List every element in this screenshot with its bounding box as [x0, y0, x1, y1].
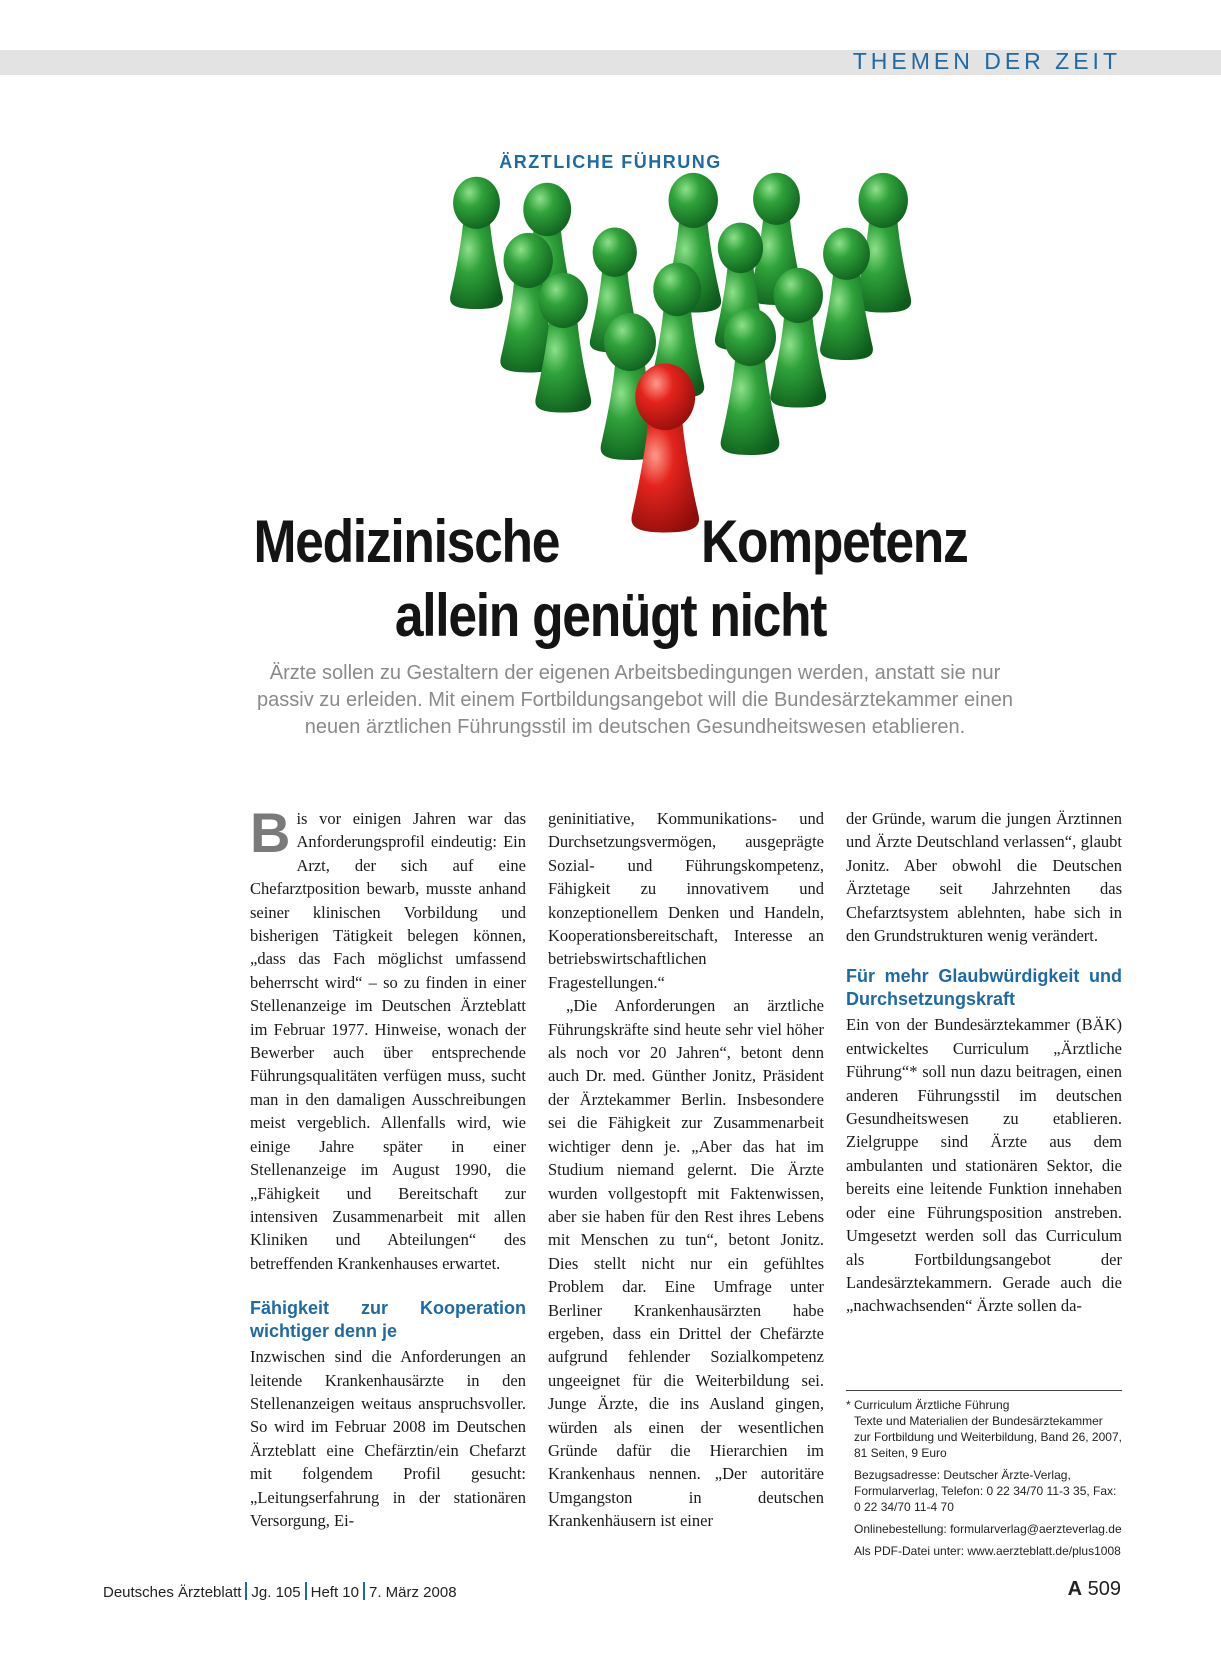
paragraph: Ein von der Bundesärztekammer (BÄK) entwickeltes Curriculum „Ärztliche Führung“* soll nun dazu beitragen, einen anderen Führungsstil im deutschen Gesundheitswesen zu etablieren. Zielgruppe sind Ärzte aus dem ambulanten und stationären Sektor, die bereits eine leitende Funktion innehaben oder eine Führungsposition anstreben. Umgesetzt werden soll das Curriculum als Fortbildungsangebot der Landesärztekammern. Gerade auch die „nachwachsenden“ Ärzte sollen da- [846, 1015, 1122, 1316]
paragraph: der Gründe, warum die jungen Ärztinnen und Ärzte Deutschland verlassen“, glaubt Jonitz. Aber obwohl die Deutschen Ärztetage seit Jahrzehnten das Chefarztsystem ablehnten, habe sich in den Grundstrukturen wenig verändert. [846, 809, 1122, 946]
paragraph: Inzwischen sind die Anforderungen an leitende Krankenhausärzte in den Stellenanzeigen weitaus anspruchsvoller. So wird im Februar 2008 im Deutschen Ärzteblatt eine Chefärztin/ein Chefarzt mit folgendem Profil gesucht: „Leitungserfahrung in der stationären Versorgung, Ei- [250, 1347, 526, 1530]
journal-name: Deutsches Ärzteblatt [103, 1584, 242, 1601]
footnote-line: * Curriculum Ärztliche Führung [846, 1398, 1010, 1412]
footnote [846, 1390, 1122, 1565]
issue: Heft 10 [310, 1584, 359, 1601]
text-column-1 [250, 801, 526, 1532]
date: 7. März 2008 [369, 1584, 457, 1601]
green-pawn [721, 308, 780, 455]
paragraph: geninitiative, Kommunikations- und Durchsetzungsvermögen, ausgeprägte Sozial- und Führungskompetenz, Fähigkeit zu innovativem und konzeptionellem Denken und Handeln, Kooperationsbereitschaft, Interesse an betriebswirtschaftlichen Fragestellungen.“ [548, 809, 824, 992]
article-lead: Ärzte sollen zu Gestaltern der eigenen Arbeitsbedingungen werden, anstatt sie nur passiv zu erleiden. Mit einem Fortbildungsangebot will die Bundesärztekammer einen neuen ärztlichen Führungsstil im deutschen Gesundheitswesen etablieren. [257, 662, 1013, 738]
title-part-1: Medizinische [253, 508, 560, 575]
volume: Jg. 105 [251, 1584, 301, 1601]
dropcap: B [250, 801, 291, 864]
footnote-line: Als PDF-Datei unter: www.aerzteblatt.de/plus1008 [854, 1544, 1121, 1558]
subheading: Fähigkeit zur Kooperation wichtiger denn je [250, 1298, 526, 1342]
footnote-line: Texte und Materialien der Bundesärztekammer zur Fortbildung und Weiterbildung, Band 26, 2007, 81 Seiten, 9 Euro [854, 1414, 1122, 1460]
page-footer [103, 1582, 457, 1601]
footnote-line: Bezugsadresse: Deutscher Ärzte-Verlag, Formularverlag, Telefon: 0 22 34/70 11-3 35, Fax: 0 22 34/70 11-4 70 [854, 1468, 1117, 1514]
separator [245, 1582, 247, 1600]
title-line-2: allein genügt nicht [394, 582, 827, 649]
separator [305, 1582, 307, 1600]
text-column-3 [846, 807, 1122, 1318]
paragraph: „Die Anforderungen an ärztliche Führungskräfte sind heute sehr viel höher als noch vor 20 Jahren“, betont denn auch Dr. med. Günther Jonitz, Präsident der Ärztekammer Berlin. Insbesondere sei die Fähigkeit zur Zusammenarbeit wichtiger denn je. „Aber das hat im Studium niemand gelernt. Die Ärzte wurden vollgestopft mit Faktenwissen, aber sie haben für den Rest ihres Lebens mit Menschen zu tun“, betont Jonitz. Dies stellt nicht nur ein gefühltes Problem dar. Eine Umfrage unter Berliner Krankenhausärzten habe ergeben, dass ein Drittel der Chefärzte aufgrund fehlender Sozialkompetenz ungeeignet für die Weiterbildung sei. Junge Ärzte, die ins Ausland gingen, würden als einen der wesentlichen Gründe dafür die Hierarchien im Krankenhaus nennen. „Der autoritäre Umgangston in deutschen Krankenhäusern ist einer [548, 996, 824, 1531]
text-column-2 [548, 807, 824, 1533]
green-pawn [450, 177, 503, 309]
page-number: A 509 [1067, 1578, 1121, 1600]
article-title [85, 505, 1135, 653]
separator [363, 1582, 365, 1600]
green-pawn [770, 268, 826, 408]
title-part-2: Kompetenz [701, 508, 968, 575]
paragraph: Bis vor einigen Jahren war das Anforderungsprofil eindeutig: Ein Arzt, der sich auf eine Chefarztposition bewarb, musste anhand seiner klinischen Vorbildung und bisherigen Tätigkeit belegen können, „dass das Fach möglichst umfassend beherrscht wird“ – so zu finden in einer Stellenanzeige im Deutschen Ärzteblatt im Februar 1977. Hinweise, wonach der Bewerber auch über entsprechende Führungsqualitäten verfügen muss, sucht man in den damaligen Ausschreibungen meist vergeblich. Allenfalls wird, wie einige Jahre später in einer Stellenanzeige im August 1990, die „Fähigkeit und Bereitschaft zur intensiven Zusammenarbeit mit allen Kliniken und Abteilungen“ des betreffenden Krankenhauses erwartet. [250, 801, 526, 1273]
article-kicker: ÄRZTLICHE FÜHRUNG [499, 152, 722, 172]
footnote-line: Onlinebestellung: formularverlag@aerzteverlag.de [854, 1522, 1122, 1536]
section-label: THEMEN DER ZEIT [852, 48, 1121, 74]
subheading: Für mehr Glaubwürdigkeit und Durchsetzungskraft [846, 966, 1122, 1010]
